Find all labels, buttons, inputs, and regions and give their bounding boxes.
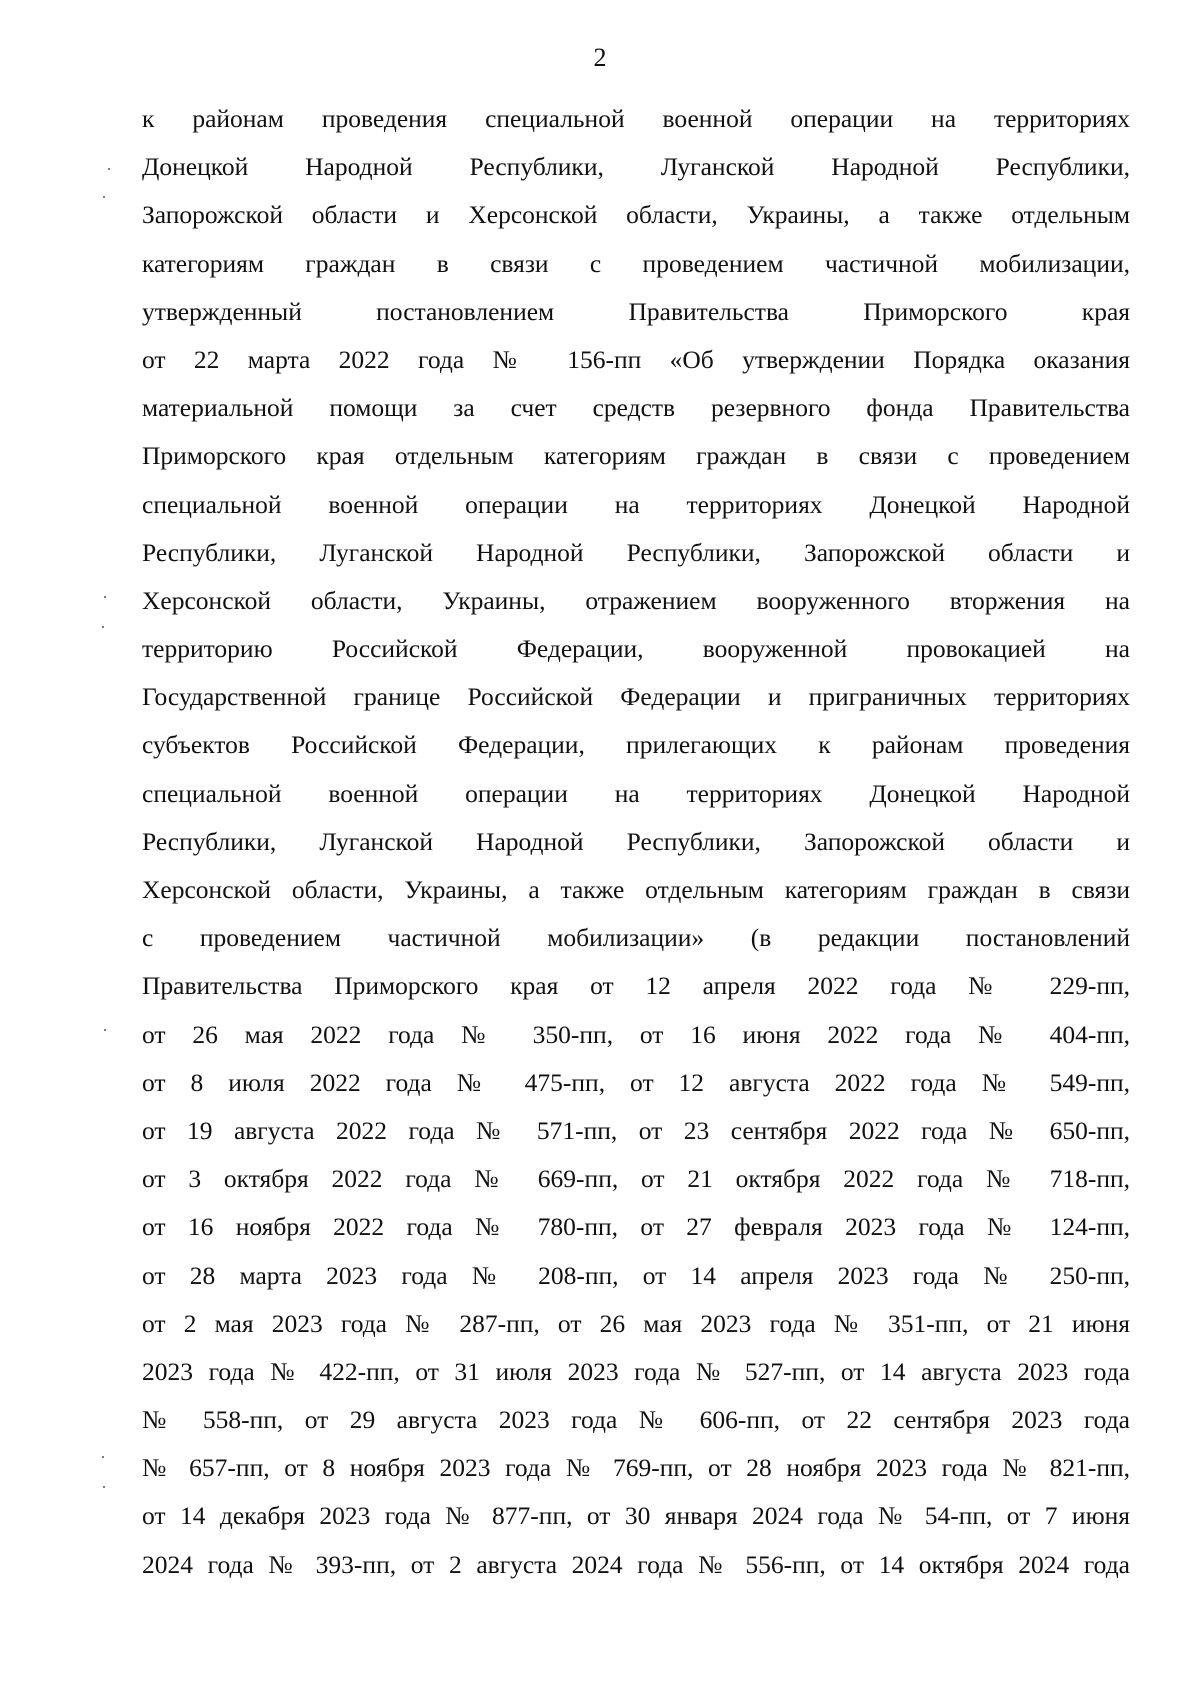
scan-speck (104, 596, 106, 598)
text-line: от 16 ноября 2022 года № 780-пп, от 27 февраля 2023 года № 124-пп, (142, 1212, 1130, 1242)
text-line: субъектов Российской Федерации, прилегающих к районам проведения (142, 730, 1130, 760)
text-line: от 8 июля 2022 года № 475-пп, от 12 августа 2022 года № 549-пп, (142, 1067, 1130, 1097)
document-body (142, 95, 1130, 1589)
text-line: от 28 марта 2023 года № 208-пп, от 14 апреля 2023 года № 250-пп, (142, 1260, 1130, 1290)
text-line: территорию Российской Федерации, вооруженной провокацией на (142, 634, 1130, 664)
scan-speck (103, 1486, 105, 1488)
scan-speck (102, 1456, 104, 1458)
page-number: 2 (593, 43, 607, 72)
text-line: от 2 мая 2023 года № 287-пп, от 26 мая 2023 года № 351-пп, от 21 июня (142, 1308, 1130, 1338)
text-line: с проведением частичной мобилизации» (в редакции постановлений (142, 923, 1130, 953)
text-line: Запорожской области и Херсонской области, Украины, а также отдельным (142, 200, 1130, 230)
text-line: Донецкой Народной Республики, Луганской Народной Республики, (142, 152, 1130, 182)
text-line: к районам проведения специальной военной операции на территориях (142, 104, 1130, 133)
text-line: Государственной границе Российской Федерации и приграничных территориях (142, 682, 1130, 712)
scan-speck (102, 626, 104, 628)
text-line: Республики, Луганской Народной Республики, Запорожской области и (142, 826, 1130, 856)
text-line: Республики, Луганской Народной Республики, Запорожской области и (142, 537, 1130, 567)
text-line: от 26 мая 2022 года № 350-пп, от 16 июня 2022 года № 404-пп, (142, 1019, 1130, 1049)
text-line: № 558-пп, от 29 августа 2023 года № 606-пп, от 22 сентября 2023 года (142, 1405, 1130, 1435)
text-line: специальной военной операции на территориях Донецкой Народной (142, 489, 1130, 519)
text-line: Правительства Приморского края от 12 апреля 2022 года № 229-пп, (142, 971, 1130, 1001)
text-line: от 19 августа 2022 года № 571-пп, от 23 сентября 2022 года № 650-пп, (142, 1115, 1130, 1145)
text-line: специальной военной операции на территориях Донецкой Народной (142, 778, 1130, 808)
scan-speck (108, 168, 110, 170)
text-line: Приморского края отдельным категориям граждан в связи с проведением (142, 441, 1130, 471)
text-line: категориям граждан в связи с проведением частичной мобилизации, (142, 248, 1130, 278)
text-line: 2024 года № 393-пп, от 2 августа 2024 года № 556-пп, от 14 октября 2024 года (142, 1549, 1130, 1579)
text-line: от 14 декабря 2023 года № 877-пп, от 30 января 2024 года № 54-пп, от 7 июня (142, 1501, 1130, 1531)
text-line: утвержденный постановлением Правительства Приморского края (142, 296, 1130, 326)
text-line: Херсонской области, Украины, а также отдельным категориям граждан в связи (142, 875, 1130, 904)
text-line: № 657-пп, от 8 ноября 2023 года № 769-пп, от 28 ноября 2023 года № 821-пп, (142, 1453, 1130, 1483)
text-line: материальной помощи за счет средств резервного фонда Правительства (142, 393, 1130, 423)
scan-speck (103, 196, 105, 198)
text-line: от 3 октября 2022 года № 669-пп, от 21 октября 2022 года № 718-пп, (142, 1164, 1130, 1194)
text-line: от 22 марта 2022 года № 156-пп «Об утверждении Порядка оказания (142, 344, 1130, 374)
text-line: Херсонской области, Украины, отражением вооруженного вторжения на (142, 585, 1130, 615)
scan-speck (104, 1029, 106, 1031)
text-line: 2023 года № 422-пп, от 31 июля 2023 года № 527-пп, от 14 августа 2023 года (142, 1356, 1130, 1386)
